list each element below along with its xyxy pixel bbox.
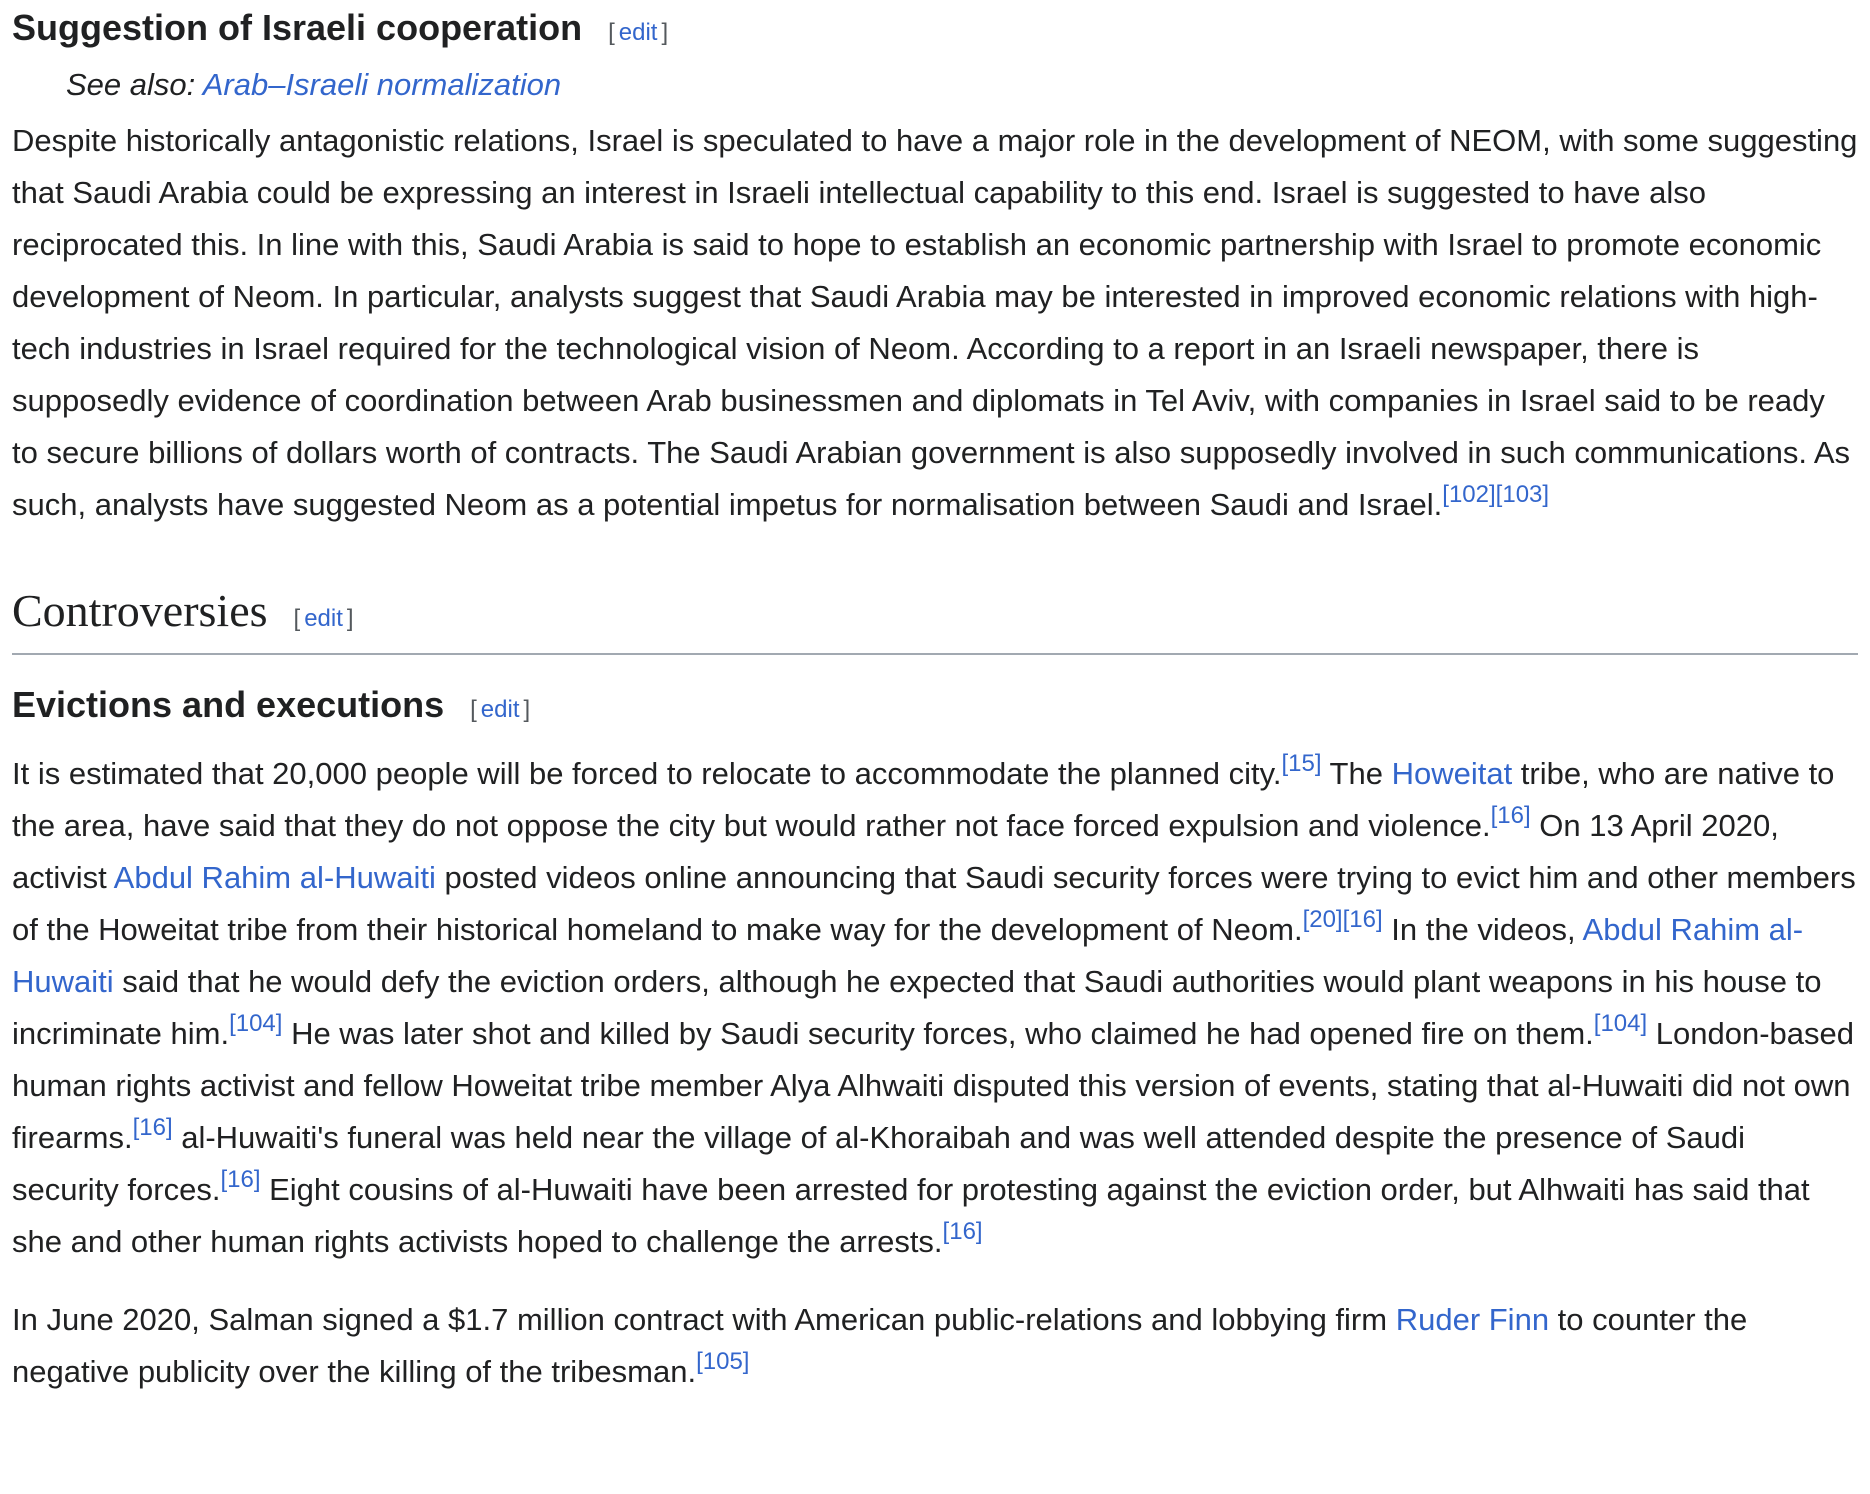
text-run: The bbox=[1321, 756, 1392, 791]
reference-16[interactable] bbox=[943, 1218, 983, 1245]
paragraph-text: Despite historically antagonistic relations, Israel is speculated to have a major role in the development of NEOM, with some suggesting that Saudi Arabia could be expressing an interest in Israeli intellectual capability to this end. Israel is suggested to have also reciprocated this. In line with this, Saudi Arabia is said to hope to establish an economic partnership with Israel to promote economic development of Neom. In particular, analysts suggest that Saudi Arabia may be interested in improved economic relations with high-tech industries in Israel required for the technological vision of Neom. According to a report in an Israeli newspaper, there is supposedly evidence of coordination between Arab businessmen and diplomats in Tel Aviv, with companies in Israel said to be ready to secure billions of dollars worth of contracts. The Saudi Arabian government is also supposedly involved in such communications. As such, analysts have suggested Neom as a potential impetus for normalisation between Saudi and Israel. bbox=[12, 123, 1858, 522]
paragraph-israeli-cooperation bbox=[12, 115, 1858, 531]
edit-bracket-close: ] bbox=[661, 19, 669, 46]
reference-link[interactable]: [16] bbox=[132, 1114, 173, 1141]
reference-15[interactable] bbox=[1281, 750, 1321, 777]
link-ruder-finn[interactable]: Ruder Finn bbox=[1395, 1302, 1550, 1337]
reference-104[interactable] bbox=[1594, 1010, 1647, 1037]
section-title: Suggestion of Israeli cooperation bbox=[12, 7, 583, 48]
text-run: said that he would defy the eviction orders, although he expected that Saudi authorities would plant weapons in his house to incriminate him. bbox=[12, 964, 1822, 1051]
reference-16[interactable] bbox=[1343, 906, 1383, 933]
section-heading-israeli-cooperation bbox=[12, 6, 1858, 55]
hatnote-link[interactable]: Arab–Israeli normalization bbox=[202, 67, 562, 102]
hatnote-prefix: See also: bbox=[66, 67, 203, 102]
reference-102[interactable] bbox=[1442, 481, 1495, 508]
reference-link[interactable]: [15] bbox=[1281, 750, 1322, 777]
edit-section bbox=[294, 591, 354, 647]
text-run: On 13 April 2020, activist bbox=[12, 808, 1779, 895]
article-content bbox=[12, 0, 1858, 1398]
reference-20[interactable] bbox=[1303, 906, 1343, 933]
text-run: He was later shot and killed by Saudi security forces, who claimed he had opened fire on them. bbox=[282, 1016, 1594, 1051]
text-run: In June 2020, Salman signed a $1.7 million contract with American public-relations and lobbying firm bbox=[12, 1302, 1396, 1337]
edit-bracket-open: [ bbox=[293, 605, 301, 632]
text-run: negative publicity over the killing of the tribesman. bbox=[12, 1354, 697, 1389]
reference-link[interactable]: [104] bbox=[1593, 1010, 1648, 1037]
reference-link[interactable]: [16] bbox=[220, 1166, 261, 1193]
reference-link[interactable]: [16] bbox=[1342, 906, 1383, 933]
text-run: posted videos online announcing that Saudi security forces were trying to evict him and other members of the Howeitat tribe from their historical homeland to make way for the development of Neom. bbox=[12, 860, 1856, 947]
text-run: It is estimated that 20,000 people will be forced to relocate to accommodate the planned city. bbox=[12, 756, 1282, 791]
reference-16[interactable] bbox=[133, 1114, 173, 1141]
edit-bracket-close: ] bbox=[346, 605, 354, 632]
text-run: tribe, who are native to the area, have said that they do not oppose the city but would rather not face forced expulsion and violence. bbox=[12, 756, 1835, 843]
reference-16[interactable] bbox=[220, 1166, 260, 1193]
text-run: al-Huwaiti's funeral was held near the village of al-Khoraibah and was well attended despite the presence of Saudi security forces. bbox=[12, 1120, 1745, 1207]
text-run: London-based human rights activist and fellow Howeitat tribe member Alya Alhwaiti disputed this version of events, stating that al-Huwaiti did not own firearms. bbox=[12, 1016, 1855, 1155]
section-title: Evictions and executions bbox=[12, 684, 445, 725]
reference-link[interactable]: [105] bbox=[696, 1348, 750, 1375]
reference-link[interactable]: [103] bbox=[1495, 481, 1550, 508]
edit-section bbox=[608, 11, 668, 55]
section-title: Controversies bbox=[12, 585, 268, 636]
edit-bracket-open: [ bbox=[470, 696, 477, 723]
paragraph-ruder-finn bbox=[12, 1294, 1858, 1398]
link-abdul-rahim-al-huwaiti[interactable]: Abdul Rahim al-Huwaiti bbox=[12, 912, 1804, 999]
reference-105[interactable] bbox=[696, 1348, 749, 1375]
edit-link[interactable]: edit bbox=[480, 696, 520, 723]
reference-link[interactable]: [16] bbox=[942, 1218, 983, 1245]
edit-section bbox=[470, 688, 530, 732]
reference-link[interactable]: [20] bbox=[1302, 906, 1343, 933]
paragraph-evictions bbox=[12, 748, 1858, 1268]
text-run: Eight cousins of al-Huwaiti have been arrested for protesting against the eviction order, but Alhwaiti has said that she and other human rights activists hoped to challenge the arrests. bbox=[12, 1172, 1810, 1259]
edit-bracket-close: ] bbox=[523, 696, 531, 723]
link-howeitat[interactable]: Howeitat bbox=[1391, 756, 1513, 791]
text-run: to counter the bbox=[1549, 1302, 1748, 1337]
hatnote-see-also bbox=[66, 63, 1858, 107]
reference-16[interactable] bbox=[1491, 802, 1531, 829]
reference-link[interactable]: [104] bbox=[229, 1010, 283, 1037]
reference-link[interactable]: [16] bbox=[1490, 802, 1531, 829]
reference-103[interactable] bbox=[1496, 481, 1549, 508]
section-heading-evictions bbox=[12, 683, 1858, 732]
edit-link[interactable]: edit bbox=[304, 605, 343, 632]
section-heading-controversies bbox=[12, 583, 1858, 655]
link-abdul-rahim-al-huwaiti[interactable]: Abdul Rahim al-Huwaiti bbox=[113, 860, 436, 895]
reference-104[interactable] bbox=[229, 1010, 282, 1037]
edit-link[interactable]: edit bbox=[618, 19, 658, 46]
edit-bracket-open: [ bbox=[608, 19, 615, 46]
text-run: In the videos, bbox=[1382, 912, 1583, 947]
reference-link[interactable]: [102] bbox=[1442, 481, 1496, 508]
